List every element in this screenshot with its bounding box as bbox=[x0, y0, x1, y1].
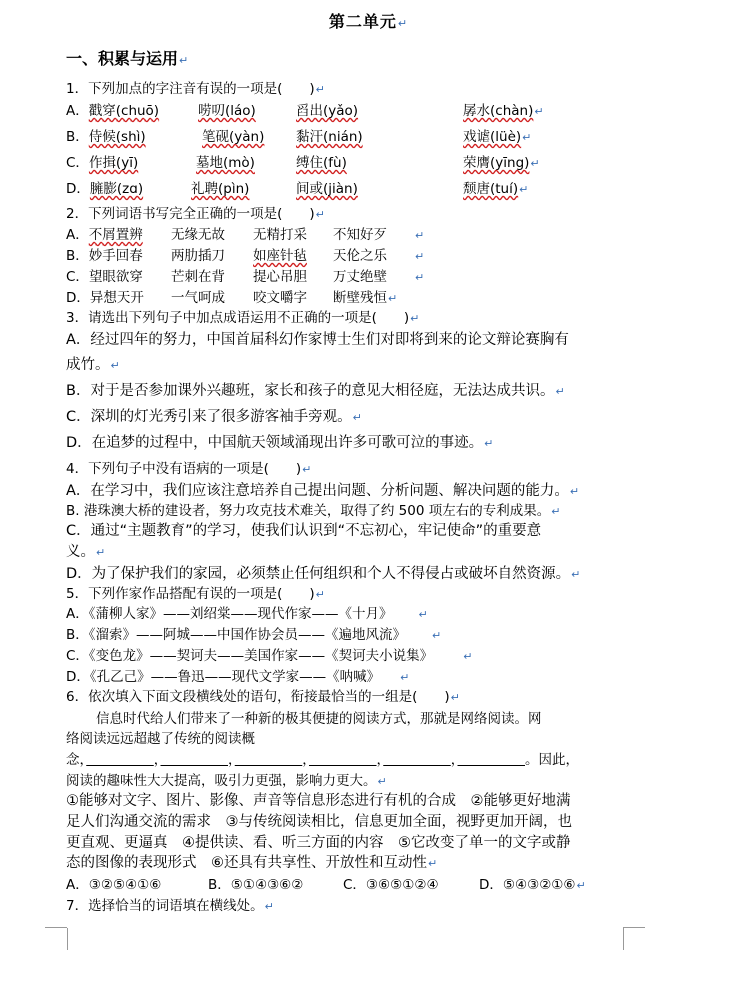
q6-items-1: ①能够对文字、图片、影像、声音等信息形态进行有机的合成 ②能够更好地满 bbox=[66, 793, 571, 809]
q2-d-item-3: 咬文嚼字 bbox=[253, 290, 307, 306]
q2-c-item-4: 万丈绝壁 ↵ bbox=[333, 269, 425, 285]
q3-option-d: D．在追梦的过程中，中国航天领域涌现出许多可歌可泣的事迹。↵ bbox=[66, 435, 494, 451]
q1-d-item-3: 间或(jiàn) bbox=[296, 181, 358, 197]
q2-a-item-2: 无缘无故 bbox=[171, 227, 225, 243]
margin-corner-right bbox=[623, 928, 646, 950]
q1-b-item-3: 黏汗(nián) bbox=[296, 129, 363, 145]
q2-stem: 2．下列词语书写完全正确的一项是( )↵ bbox=[66, 206, 325, 222]
q4-option-c: C．通过“主题教育”的学习，使我们认识到“不忘初心，牢记使命”的重要意 bbox=[66, 523, 542, 539]
q2-b-item-3: 如座针毡 bbox=[253, 248, 307, 264]
q1-b-item-2: 笔砚(yàn) bbox=[202, 129, 265, 145]
q2-c-item-2: 芒刺在背 bbox=[171, 269, 225, 285]
q6-items-4: 态的图像的表现形式 ⑥还具有共享性、开放性和互动性↵ bbox=[66, 855, 438, 871]
q3-option-a: A．经过四年的努力，中国首届科幻作家博士生们对即将到来的论文辩论赛胸有 bbox=[66, 332, 569, 348]
q1-option-d: D．臃膨(zɑ) bbox=[66, 181, 144, 197]
q2-option-d: D．异想天开 bbox=[66, 290, 144, 306]
q1-a-item-4: 孱水(chàn)↵ bbox=[463, 103, 544, 119]
q6-passage-2: 络阅读远远超越了传统的阅读概 bbox=[66, 731, 255, 747]
q1-c-item-2: 墓地(mò) bbox=[196, 155, 255, 171]
q6-choice-d: D．⑤④③②①⑥↵ bbox=[479, 877, 586, 893]
q6-choice-a: A．③②⑤④①⑥ bbox=[66, 877, 162, 893]
q2-b-item-2: 两肋插刀 bbox=[171, 248, 225, 264]
q4-stem: 4．下列句子中没有语病的一项是( )↵ bbox=[66, 461, 312, 477]
q6-passage-1: 信息时代给人们带来了一种新的极其便捷的阅读方式，那就是网络阅读。网 bbox=[96, 711, 542, 727]
q6-items-3: 更直观、更逼真 ④提供读、看、听三方面的内容 ⑤它改变了单一的文字或静 bbox=[66, 835, 571, 851]
q6-items-2: 足人们沟通交流的需求 ③与传统阅读相比，信息更加全面，视野更加开阔，也 bbox=[66, 814, 572, 830]
q5-option-d: D．《孔乙己》——鲁迅——现代文学家——《呐喊》 ↵ bbox=[66, 669, 410, 685]
q6-choice-c: C．③⑥⑤①②④ bbox=[343, 877, 439, 893]
q2-c-item-3: 提心吊胆 bbox=[253, 269, 307, 285]
q3-option-a-cont: 成竹。↵ bbox=[66, 357, 120, 373]
q1-d-item-4: 颓唐(tuí)↵ bbox=[463, 181, 529, 197]
q4-option-c-cont: 义。↵ bbox=[66, 544, 106, 560]
margin-corner-left bbox=[45, 928, 68, 950]
q6-passage-4: 阅读的趣味性大大提高，吸引力更强，影响力更大。↵ bbox=[66, 773, 387, 789]
q6-stem: 6．依次填入下面文段横线处的语句，衔接最恰当的一组是( )↵ bbox=[66, 689, 460, 705]
q2-option-a: A．不屑置辨 bbox=[66, 227, 143, 243]
q1-a-item-2: 唠叨(láo) bbox=[198, 103, 256, 119]
q2-d-item-4: 断壁残恒↵ bbox=[333, 290, 398, 306]
q3-stem: 3．请选出下列句子中加点成语运用不正确的一项是( )↵ bbox=[66, 310, 420, 326]
section-heading: 一、积累与运用↵ bbox=[66, 49, 189, 68]
q4-option-a: A．在学习中，我们应该注意培养自己提出问题、分析问题、解决问题的能力。↵ bbox=[66, 483, 580, 499]
margin-corner-right-top bbox=[623, 927, 645, 928]
unit-title: 第二单元↵ bbox=[328, 12, 409, 31]
q1-option-c: C．作揖(yī) bbox=[66, 155, 139, 171]
q5-option-c: C．《变色龙》——契诃夫——美国作家——《契诃夫小说集》 ↵ bbox=[66, 648, 473, 664]
q1-d-item-2: 礼聘(pìn) bbox=[191, 181, 250, 197]
q2-d-item-2: 一气呵成 bbox=[171, 290, 225, 306]
q1-a-item-3: 舀出(yǎo) bbox=[296, 103, 359, 119]
q2-b-item-4: 天伦之乐 ↵ bbox=[333, 248, 425, 264]
q5-option-b: B．《溜索》——阿城——中国作协会员——《遍地风流》 ↵ bbox=[66, 627, 442, 643]
q1-c-item-3: 缚住(fù) bbox=[296, 155, 347, 171]
q2-option-b: B．妙手回春 bbox=[66, 248, 143, 264]
q4-option-b: B. 港珠澳大桥的建设者，努力攻克技术难关，取得了约 500 项左右的专利成果。↵ bbox=[66, 503, 561, 519]
q1-option-b: B．侍候(shì) bbox=[66, 129, 146, 145]
q3-option-c: C．深圳的灯光秀引来了很多游客袖手旁观。↵ bbox=[66, 409, 362, 425]
q2-option-c: C．望眼欲穿 bbox=[66, 269, 143, 285]
q2-a-item-4: 不知好歹 ↵ bbox=[333, 227, 425, 243]
q7-stem: 7．选择恰当的词语填在横线处。↵ bbox=[66, 898, 274, 914]
margin-corner-left-top bbox=[45, 927, 67, 928]
q6-choice-b: B．⑤①④③⑥② bbox=[208, 877, 304, 893]
q6-passage-3: 念， ， ， ， ， ， 。因此， bbox=[66, 752, 579, 768]
q5-stem: 5．下列作家作品搭配有误的一项是( )↵ bbox=[66, 586, 325, 602]
q2-a-item-3: 无精打采 bbox=[253, 227, 307, 243]
q1-option-a: A．戳穿(chuō) bbox=[66, 103, 160, 119]
q4-option-d: D．为了保护我们的家园，必须禁止任何组织和个人不得侵占或破坏自然资源。↵ bbox=[66, 566, 581, 582]
q1-stem: 1．下列加点的字注音有误的一项是( )↵ bbox=[66, 81, 325, 97]
q3-option-b: B．对于是否参加课外兴趣班，家长和孩子的意见大相径庭，无法达成共识。↵ bbox=[66, 383, 565, 399]
q1-c-item-4: 荣膺(yīng)↵ bbox=[463, 155, 540, 171]
q5-option-a: A．《蒲柳人家》——刘绍棠——现代作家——《十月》 ↵ bbox=[66, 606, 428, 622]
q1-b-item-4: 戏谑(lüè)↵ bbox=[463, 129, 532, 145]
